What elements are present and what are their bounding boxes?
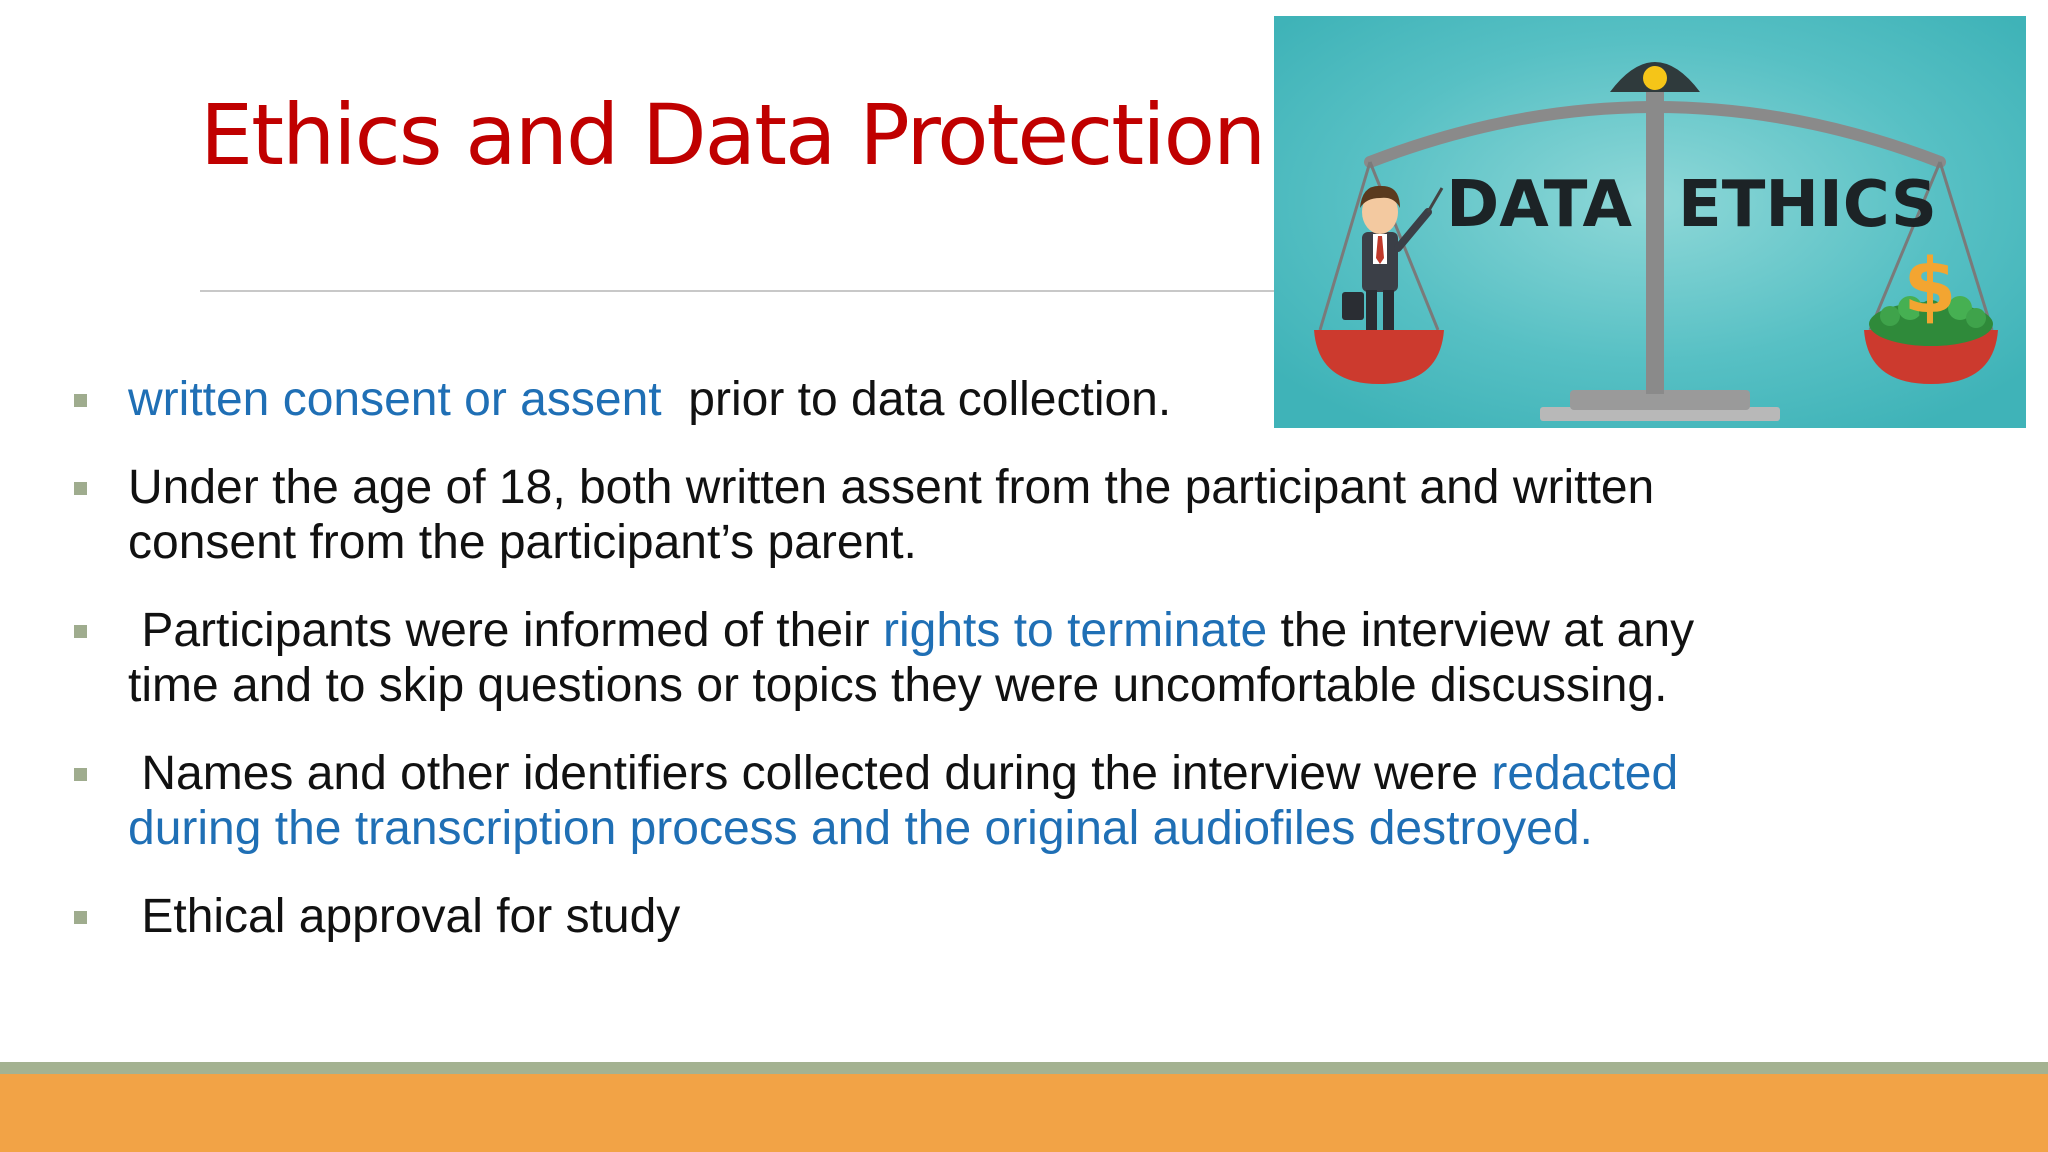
footer-accent-line (0, 1062, 2048, 1074)
bullet-text: the interview at any time and to skip questions or topics they were uncomfortable discussing. (128, 604, 1695, 712)
bullet-item (72, 460, 1712, 570)
bullet-text-highlight: redacted during the transcription process and the original audiofiles destroyed. (128, 747, 1679, 855)
bullet-text: Under the age of 18, both written assent from the participant and written consent from the participant’s parent. (128, 461, 1655, 569)
slide-title: Ethics and Data Protection (200, 86, 1265, 184)
bullet-text: Ethical approval for study (128, 890, 681, 943)
bullet-marker-icon (74, 625, 87, 638)
data-ethics-image (1270, 12, 2030, 432)
bullet-text-highlight: written consent or assent (128, 373, 662, 426)
footer-band (0, 1074, 2048, 1152)
bullet-item (72, 603, 1712, 713)
title-divider (200, 290, 1280, 292)
bullet-text-highlight: rights to terminate (883, 604, 1268, 657)
bullet-marker-icon (74, 768, 87, 781)
label-ethics: ETHICS (1678, 168, 1937, 242)
bullet-item (72, 889, 1712, 944)
scale-of-justice-illustration-icon (1270, 12, 2030, 432)
bullet-text: prior to data collection. (661, 373, 1172, 426)
bullet-list (72, 372, 1712, 944)
bullet-text: Participants were informed of their (128, 604, 883, 657)
bullet-item (72, 746, 1712, 856)
bullet-marker-icon (74, 911, 87, 924)
label-data: DATA (1446, 168, 1632, 242)
bullet-marker-icon (74, 394, 87, 407)
bullet-marker-icon (74, 482, 87, 495)
dollar-sign: $ (1903, 241, 1957, 330)
bullet-text: Names and other identifiers collected during the interview were (128, 747, 1492, 800)
scale-post (1646, 72, 1664, 394)
scale-top-light (1643, 66, 1667, 90)
